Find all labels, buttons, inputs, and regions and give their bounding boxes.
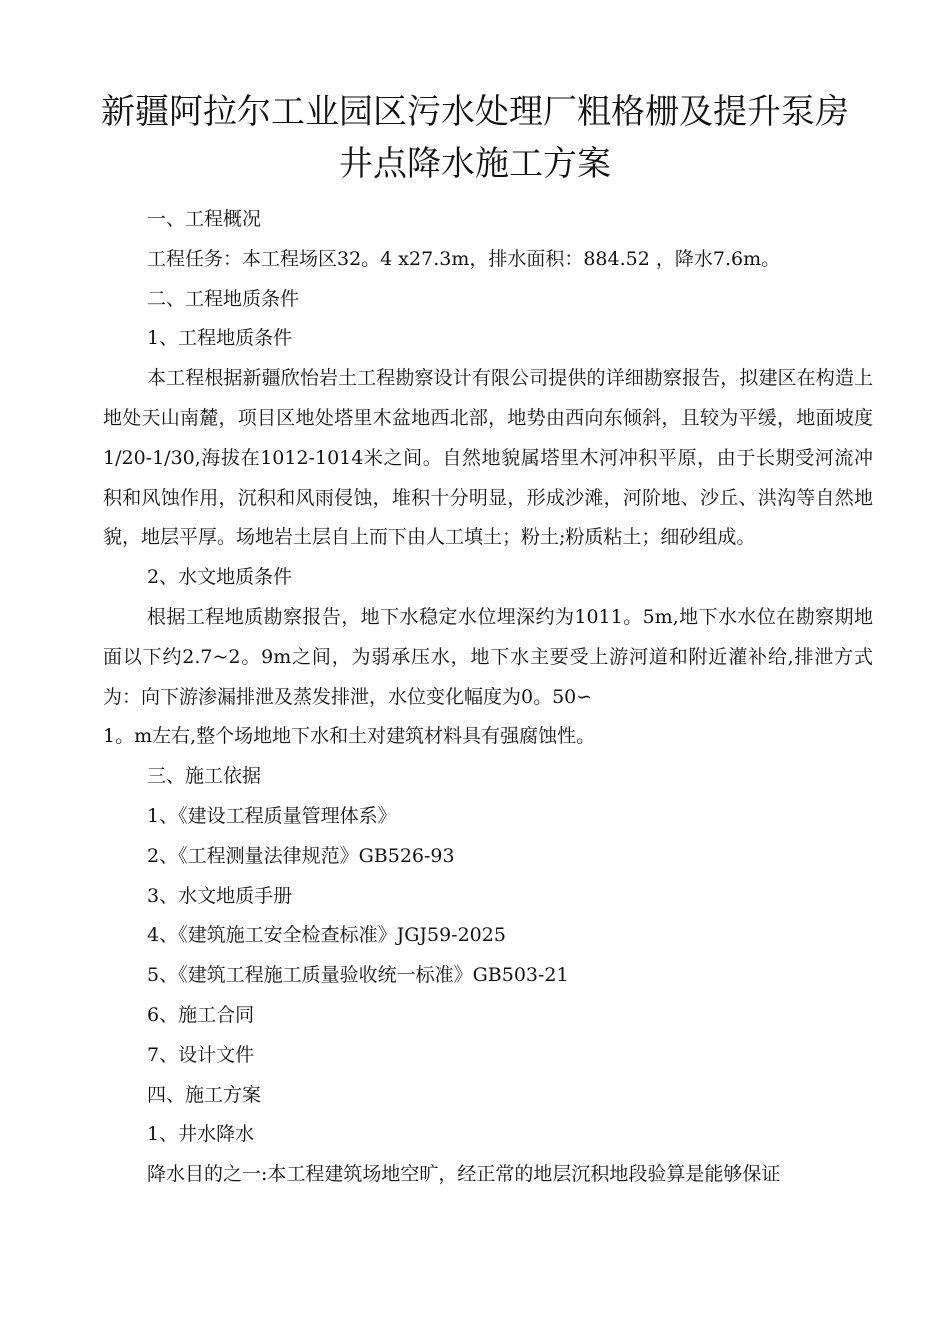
list-item: 4、《建筑施工安全检查标准》JGJ59-2025 bbox=[147, 924, 506, 947]
document-title-line-1: 新疆阿拉尔工业园区污水处理厂粗格栅及提升泵房 bbox=[101, 92, 849, 132]
subheading-engineering-geology: 1、工程地质条件 bbox=[147, 327, 293, 350]
section-heading-basis: 三、施工依据 bbox=[147, 765, 262, 788]
list-item: 6、施工合同 bbox=[147, 1003, 255, 1026]
list-item: 3、水文地质手册 bbox=[147, 884, 293, 907]
section-heading-overview: 一、工程概况 bbox=[147, 208, 262, 230]
list-item: 7、设计文件 bbox=[147, 1043, 255, 1066]
document-body bbox=[103, 200, 873, 1195]
section-heading-geology: 二、工程地质条件 bbox=[147, 287, 300, 310]
subheading-well-dewatering: 1、井水降水 bbox=[147, 1123, 255, 1146]
paragraph-hydrogeology: 根据工程地质勘察报告，地下水稳定水位埋深约为1011。5m,地下水水位在勘察期地面以下约2.7~2。9m之间，为弱承压水，地下水主要受上游河道和附近灌补给,排泄方式为：向下游渗漏排泄及蒸发排泄，水位变化幅度为0。50∽ bbox=[103, 605, 873, 708]
list-item: 5、《建筑工程施工质量验收统一标准》GB503-21 bbox=[147, 964, 569, 987]
paragraph-dewatering-purpose: 降水目的之一:本工程建筑场地空旷，经正常的地层沉积地段验算是能够保证 bbox=[147, 1163, 781, 1186]
list-item: 1、《建设工程质量管理体系》 bbox=[147, 804, 397, 827]
paragraph-engineering-geology: 本工程根据新疆欣怡岩土工程勘察设计有限公司提供的详细勘察报告，拟建区在构造上地处天山南麓，项目区地处塔里木盆地西北部，地势由西向东倾斜，且较为平缓，地面坡度1/20-1/30,海拔在1012-1014米之间。自然地貌属塔里木河冲积平原，由于长期受河流冲积和风蚀作用，沉积和风雨侵蚀，堆积十分明显，形成沙滩，河阶地、沙丘、洪沟等自然地貌，地层平厚。场地岩土层自上而下由人工填土；粉土;粉质粘土；细砂组成。 bbox=[103, 367, 873, 549]
list-item: 2、《工程测量法律规范》GB526-93 bbox=[147, 844, 455, 867]
document-title-line-2: 井点降水施工方案 bbox=[339, 144, 611, 184]
paragraph-project-task: 工程任务：本工程场区32。4 x27.3m，排水面积：884.52 ，降水7.6m。 bbox=[147, 247, 781, 270]
section-heading-construction-plan: 四、施工方案 bbox=[147, 1083, 262, 1106]
subheading-hydrogeology: 2、水文地质条件 bbox=[147, 566, 293, 589]
paragraph-hydrogeology-continued: 1。m左右,整个场地地下水和土对建筑材料具有强腐蚀性。 bbox=[103, 725, 596, 748]
